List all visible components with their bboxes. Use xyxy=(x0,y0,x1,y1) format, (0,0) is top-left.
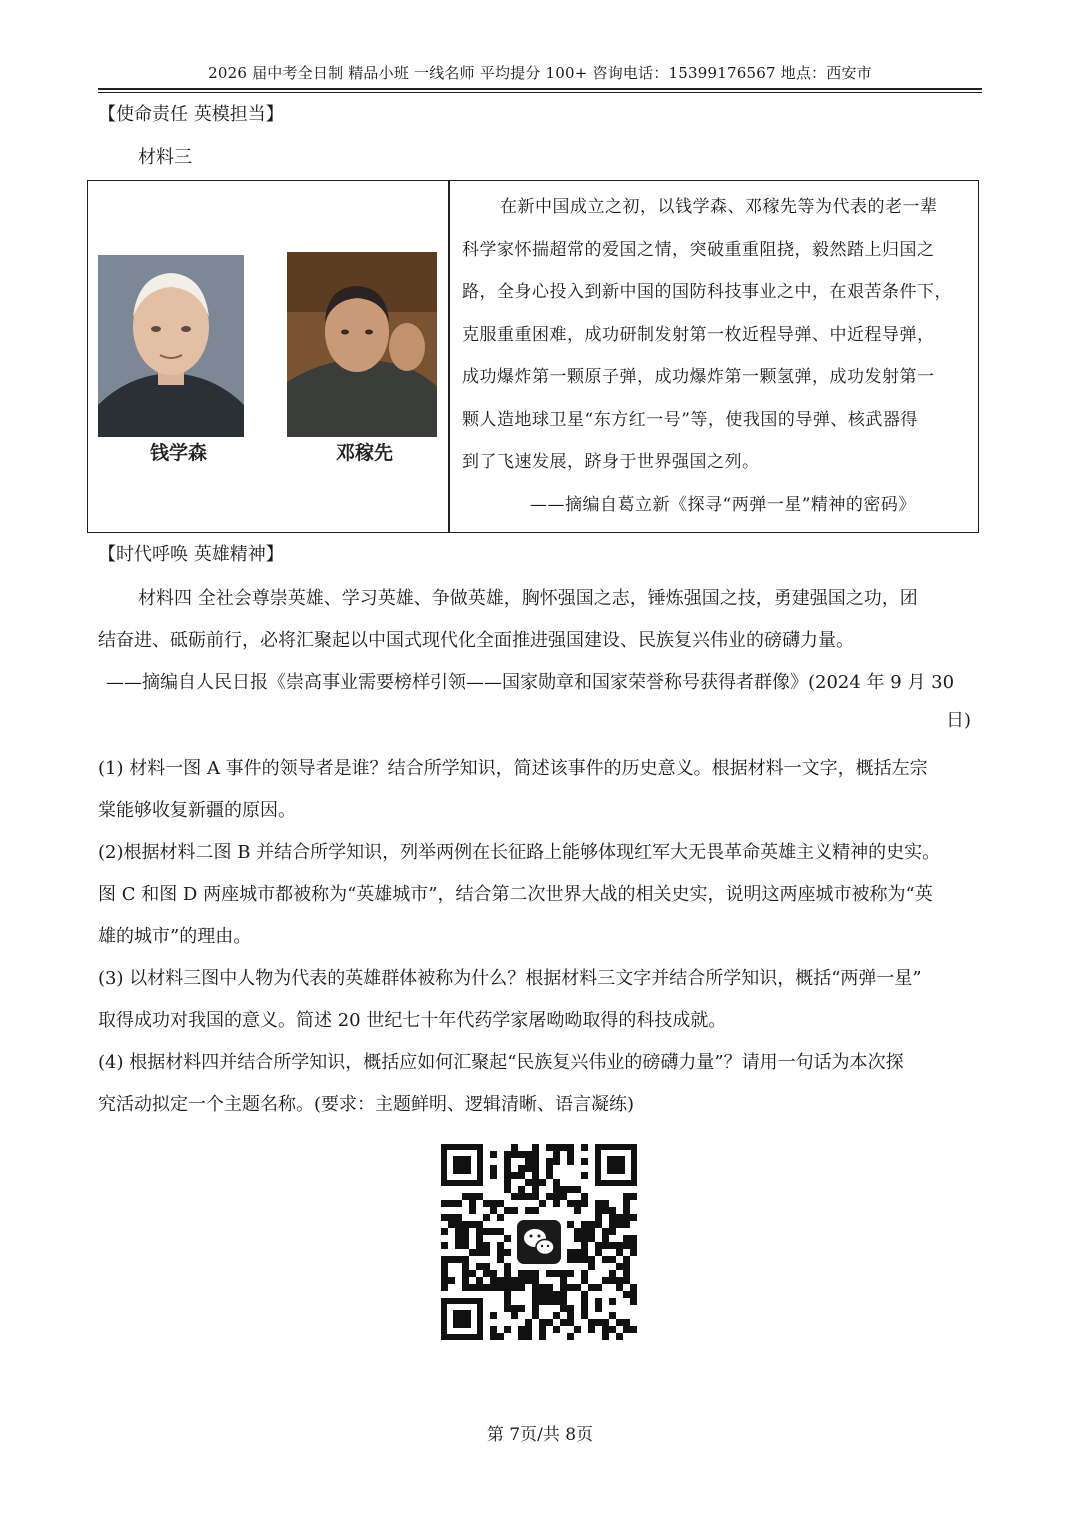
wechat-icon xyxy=(517,1220,561,1264)
text-line: 克服重重困难，成功研制发射第一枚近程导弹、中近程导弹， xyxy=(462,324,935,345)
header-rule xyxy=(98,88,982,90)
material-three-label: 材料三 xyxy=(138,147,192,168)
header-rule-thin xyxy=(98,92,982,93)
question-2-line: 图 C 和图 D 两座城市都被称为“英雄城市”，结合第二次世界大战的相关史实，说明这两座城市被称为“英 xyxy=(98,884,933,905)
text-line: 到了飞速发展，跻身于世界强国之列。 xyxy=(462,452,760,472)
text-line: 在新中国成立之初，以钱学森、邓稼先等为代表的老一辈 xyxy=(500,197,938,217)
photo-qian-xuesen xyxy=(98,255,244,437)
text-line: 材料四 全社会尊崇英雄、学习英雄、争做英雄，胸怀强国之志，锤炼强国之技，勇建强国之功，团 xyxy=(138,588,918,609)
material-three-source: ——摘编自葛立新《探寻“两弹一星”精神的密码》 xyxy=(530,494,916,515)
text-line: 路，全身心投入到新中国的国防科技事业之中，在艰苦条件下， xyxy=(462,282,952,302)
section-title-mission: 【使命责任 英模担当】 xyxy=(98,104,284,125)
question-1-line: 棠能够收复新疆的原因。 xyxy=(98,800,296,821)
section-title-era: 【时代呼唤 英雄精神】 xyxy=(98,544,284,565)
question-2-line: (2)根据材料二图 B 并结合所学知识，列举两例在长征路上能够体现红军大无畏革命英雄主义精神的史实。 xyxy=(98,842,941,863)
question-1-line: (1) 材料一图 A 事件的领导者是谁？结合所学知识，简述该事件的历史意义。根据材料一文字，概括左宗 xyxy=(98,758,928,779)
text-line: 科学家怀揣超常的爱国之情，突破重重阻挠，毅然踏上归国之 xyxy=(462,239,935,260)
question-4-line: 究活动拟定一个主题名称。(要求：主题鲜明、逻辑清晰、语言凝练) xyxy=(98,1094,635,1115)
page-header: 2026 届中考全日制 精品小班 一线名师 平均提分 100+ 咨询电话：15399176567 地点：西安市 xyxy=(208,64,872,82)
page-number: 第 7页/共 8页 xyxy=(486,1425,594,1445)
material-four-source: ——摘编自人民日报《崇高事业需要榜样引领——国家勋章和国家荣誉称号获得者群像》(2024 年 9 月 30 xyxy=(106,672,955,693)
material-four-source-end: 日) xyxy=(946,710,972,731)
question-3-line: (3) 以材料三图中人物为代表的英雄群体被称为什么？根据材料三文字并结合所学知识，概括“两弹一星” xyxy=(98,968,922,989)
caption-qian-xuesen: 钱学森 xyxy=(150,442,208,464)
text-line: 成功爆炸第一颗原子弹，成功爆炸第一颗氢弹，成功发射第一 xyxy=(462,367,935,387)
text-line: 颗人造地球卫星“东方红一号”等，使我国的导弹、核武器得 xyxy=(462,409,918,430)
material-three-divider xyxy=(448,180,450,533)
wechat-qr-code[interactable] xyxy=(441,1144,637,1340)
question-4-line: (4) 根据材料四并结合所学知识，概括应如何汇聚起“民族复兴伟业的磅礴力量”？请用一句话为本次探 xyxy=(98,1052,904,1073)
photo-deng-jiaxian xyxy=(287,252,437,437)
text-line: 结奋进、砥砺前行，必将汇聚起以中国式现代化全面推进强国建设、民族复兴伟业的磅礴力量。 xyxy=(98,630,854,651)
question-3-line: 取得成功对我国的意义。简述 20 世纪七十年代药学家屠呦呦取得的科技成就。 xyxy=(98,1010,727,1031)
caption-deng-jiaxian: 邓稼先 xyxy=(336,442,394,464)
question-2-line: 雄的城市”的理由。 xyxy=(98,926,252,947)
